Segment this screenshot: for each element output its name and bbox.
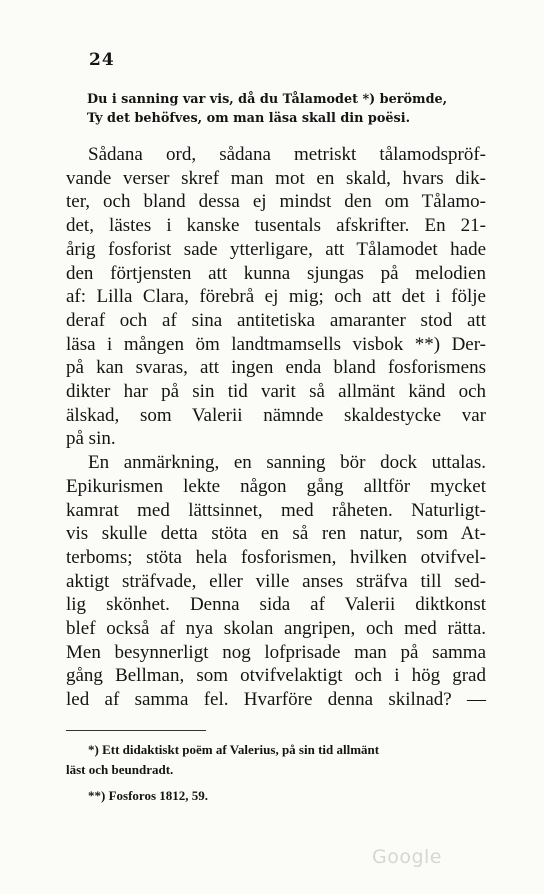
body-line: vis skulle detta stöta en så ren natur, som At- <box>66 523 486 545</box>
verse-quote <box>87 90 477 128</box>
quote-line: Du i sanning var vis, då du Tålamodet *) berömde, <box>87 92 448 107</box>
footnote-line: *) Ett didaktiskt poëm af Valerius, på sin tid allmänt <box>88 742 380 757</box>
body-line: blef också af nya skolan angripen, och med rätta. <box>66 618 486 640</box>
body-line: led af samma fel. Hvarföre denna skilnad? — <box>66 689 486 711</box>
body-line: ter, och bland dessa ej mindst den om Tålamo- <box>66 191 486 213</box>
body-text <box>66 143 486 712</box>
body-line: på sin. <box>66 428 116 450</box>
body-line: älskad, som Valerii nämnde skaldestycke var <box>66 404 486 426</box>
body-line: läsa i mången öm landtmamsells visbok **) Der- <box>66 333 486 355</box>
body-line: Men besynnerligt nog lofprisade man på samma <box>66 641 486 663</box>
page-number: 24 <box>89 50 115 70</box>
footnote-2 <box>66 786 486 806</box>
body-line: lig skönhet. Denna sida af Valerii diktkonst <box>66 594 486 616</box>
body-line: En anmärkning, en sanning bör dock uttalas. <box>88 452 486 474</box>
footnotes <box>66 740 486 806</box>
footnote-rule <box>66 730 206 731</box>
footnote-1 <box>66 740 486 780</box>
body-line: terboms; stöta hela fosforismen, hvilken otvifvel- <box>66 546 486 568</box>
body-line: deraf och af sina antitetiska amaranter stod att <box>66 309 486 331</box>
body-line: årig fosforist sade ytterligare, att Tålamodet hade <box>66 238 486 260</box>
body-line: Epikurismen lekte någon gång alltför mycket <box>66 475 486 497</box>
body-line: på kan svaras, att ingen enda bland fosforismens <box>66 357 486 379</box>
footnote-line: läst och beundradt. <box>66 762 174 777</box>
footnote-line: **) Fosforos 1812, 59. <box>88 788 209 803</box>
body-line: gång Bellman, som otvifvelaktigt och i hög grad <box>66 665 486 687</box>
google-watermark: Google <box>372 846 443 868</box>
body-line: kamrat med lättsinnet, med råheten. Naturligt- <box>66 499 486 521</box>
body-line: dikter har på sin tid varit så allmänt känd och <box>66 381 486 403</box>
body-line: det, lästes i kanske tusentals afskrifter. En 21- <box>66 215 486 237</box>
body-line: Sådana ord, sådana metriskt tålamodspröf- <box>88 144 486 165</box>
body-line: aktigt sträfvade, eller ville anses sträfva till sed- <box>66 570 486 592</box>
body-line: vande verser skref man mot en skald, hvars dik- <box>66 167 486 189</box>
body-line: den förtjensten att kunna sjungas på melodien <box>66 262 486 284</box>
body-line: af: Lilla Clara, förebrå ej mig; och att det i följe <box>66 286 486 308</box>
quote-line: Ty det behöfves, om man läsa skall din poësi. <box>87 111 411 126</box>
